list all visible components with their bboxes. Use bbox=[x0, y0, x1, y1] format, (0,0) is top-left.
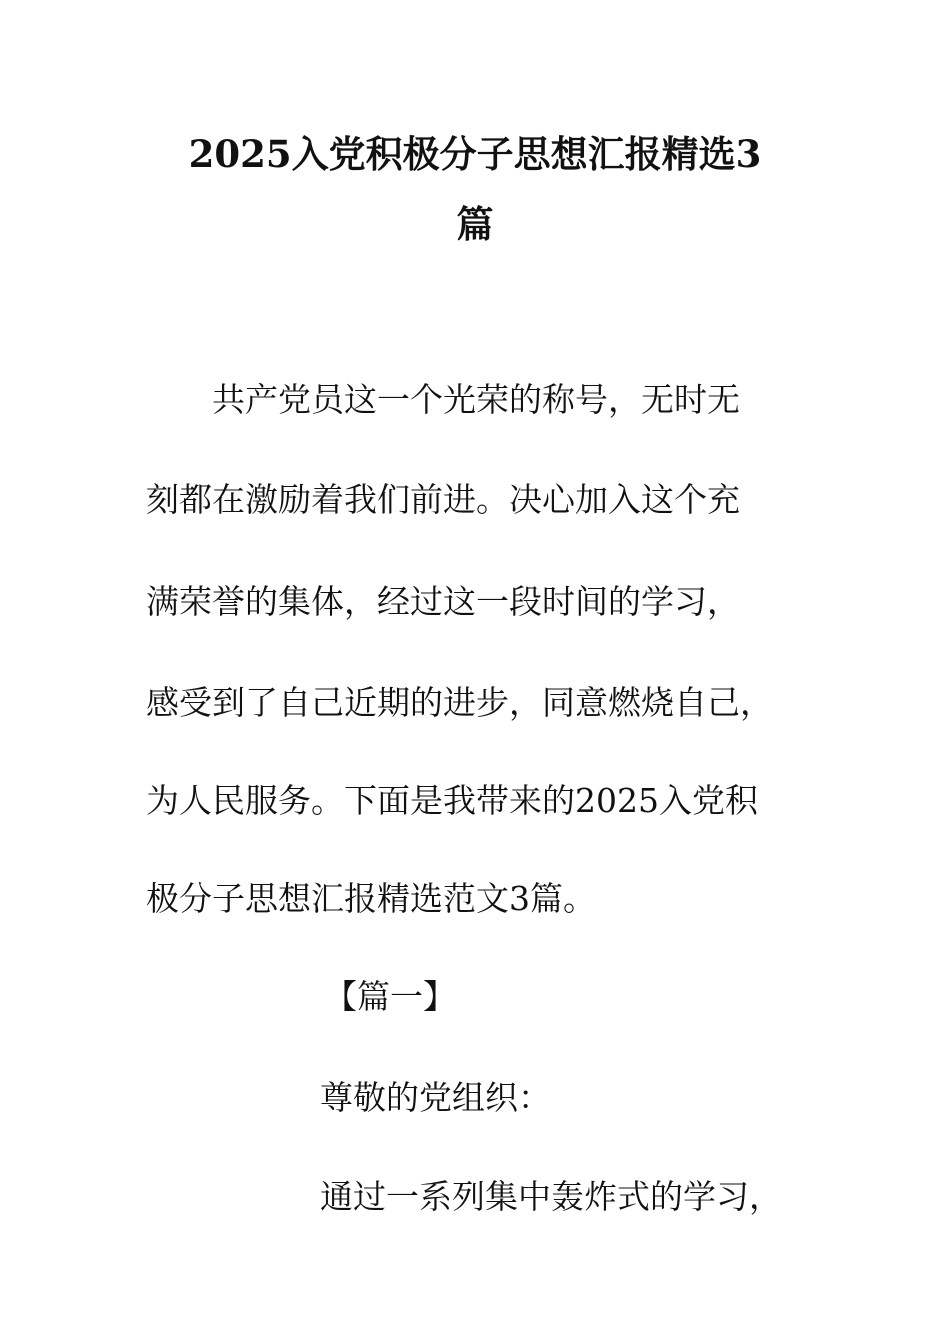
body-first-line: 通过一系列集中轰炸式的学习， bbox=[320, 1177, 782, 1216]
intro-line: 感受到了自己近期的进步，同意燃烧自己， bbox=[146, 683, 773, 722]
intro-line: 极分子思想汇报精选范文3篇。 bbox=[146, 879, 596, 918]
document-title-line-2: 篇 bbox=[456, 202, 494, 246]
salutation: 尊敬的党组织： bbox=[320, 1078, 551, 1117]
document-title-line-1: 2025入党积极分子思想汇报精选3 bbox=[188, 132, 762, 176]
section-heading: 【篇一】 bbox=[324, 977, 456, 1016]
intro-line: 为人民服务。下面是我带来的2025入党积 bbox=[146, 781, 758, 820]
intro-line: 共产党员这一个光荣的称号，无时无 bbox=[212, 380, 740, 419]
intro-line: 满荣誉的集体，经过这一段时间的学习， bbox=[146, 582, 740, 621]
intro-line: 刻都在激励着我们前进。决心加入这个充 bbox=[146, 480, 740, 519]
